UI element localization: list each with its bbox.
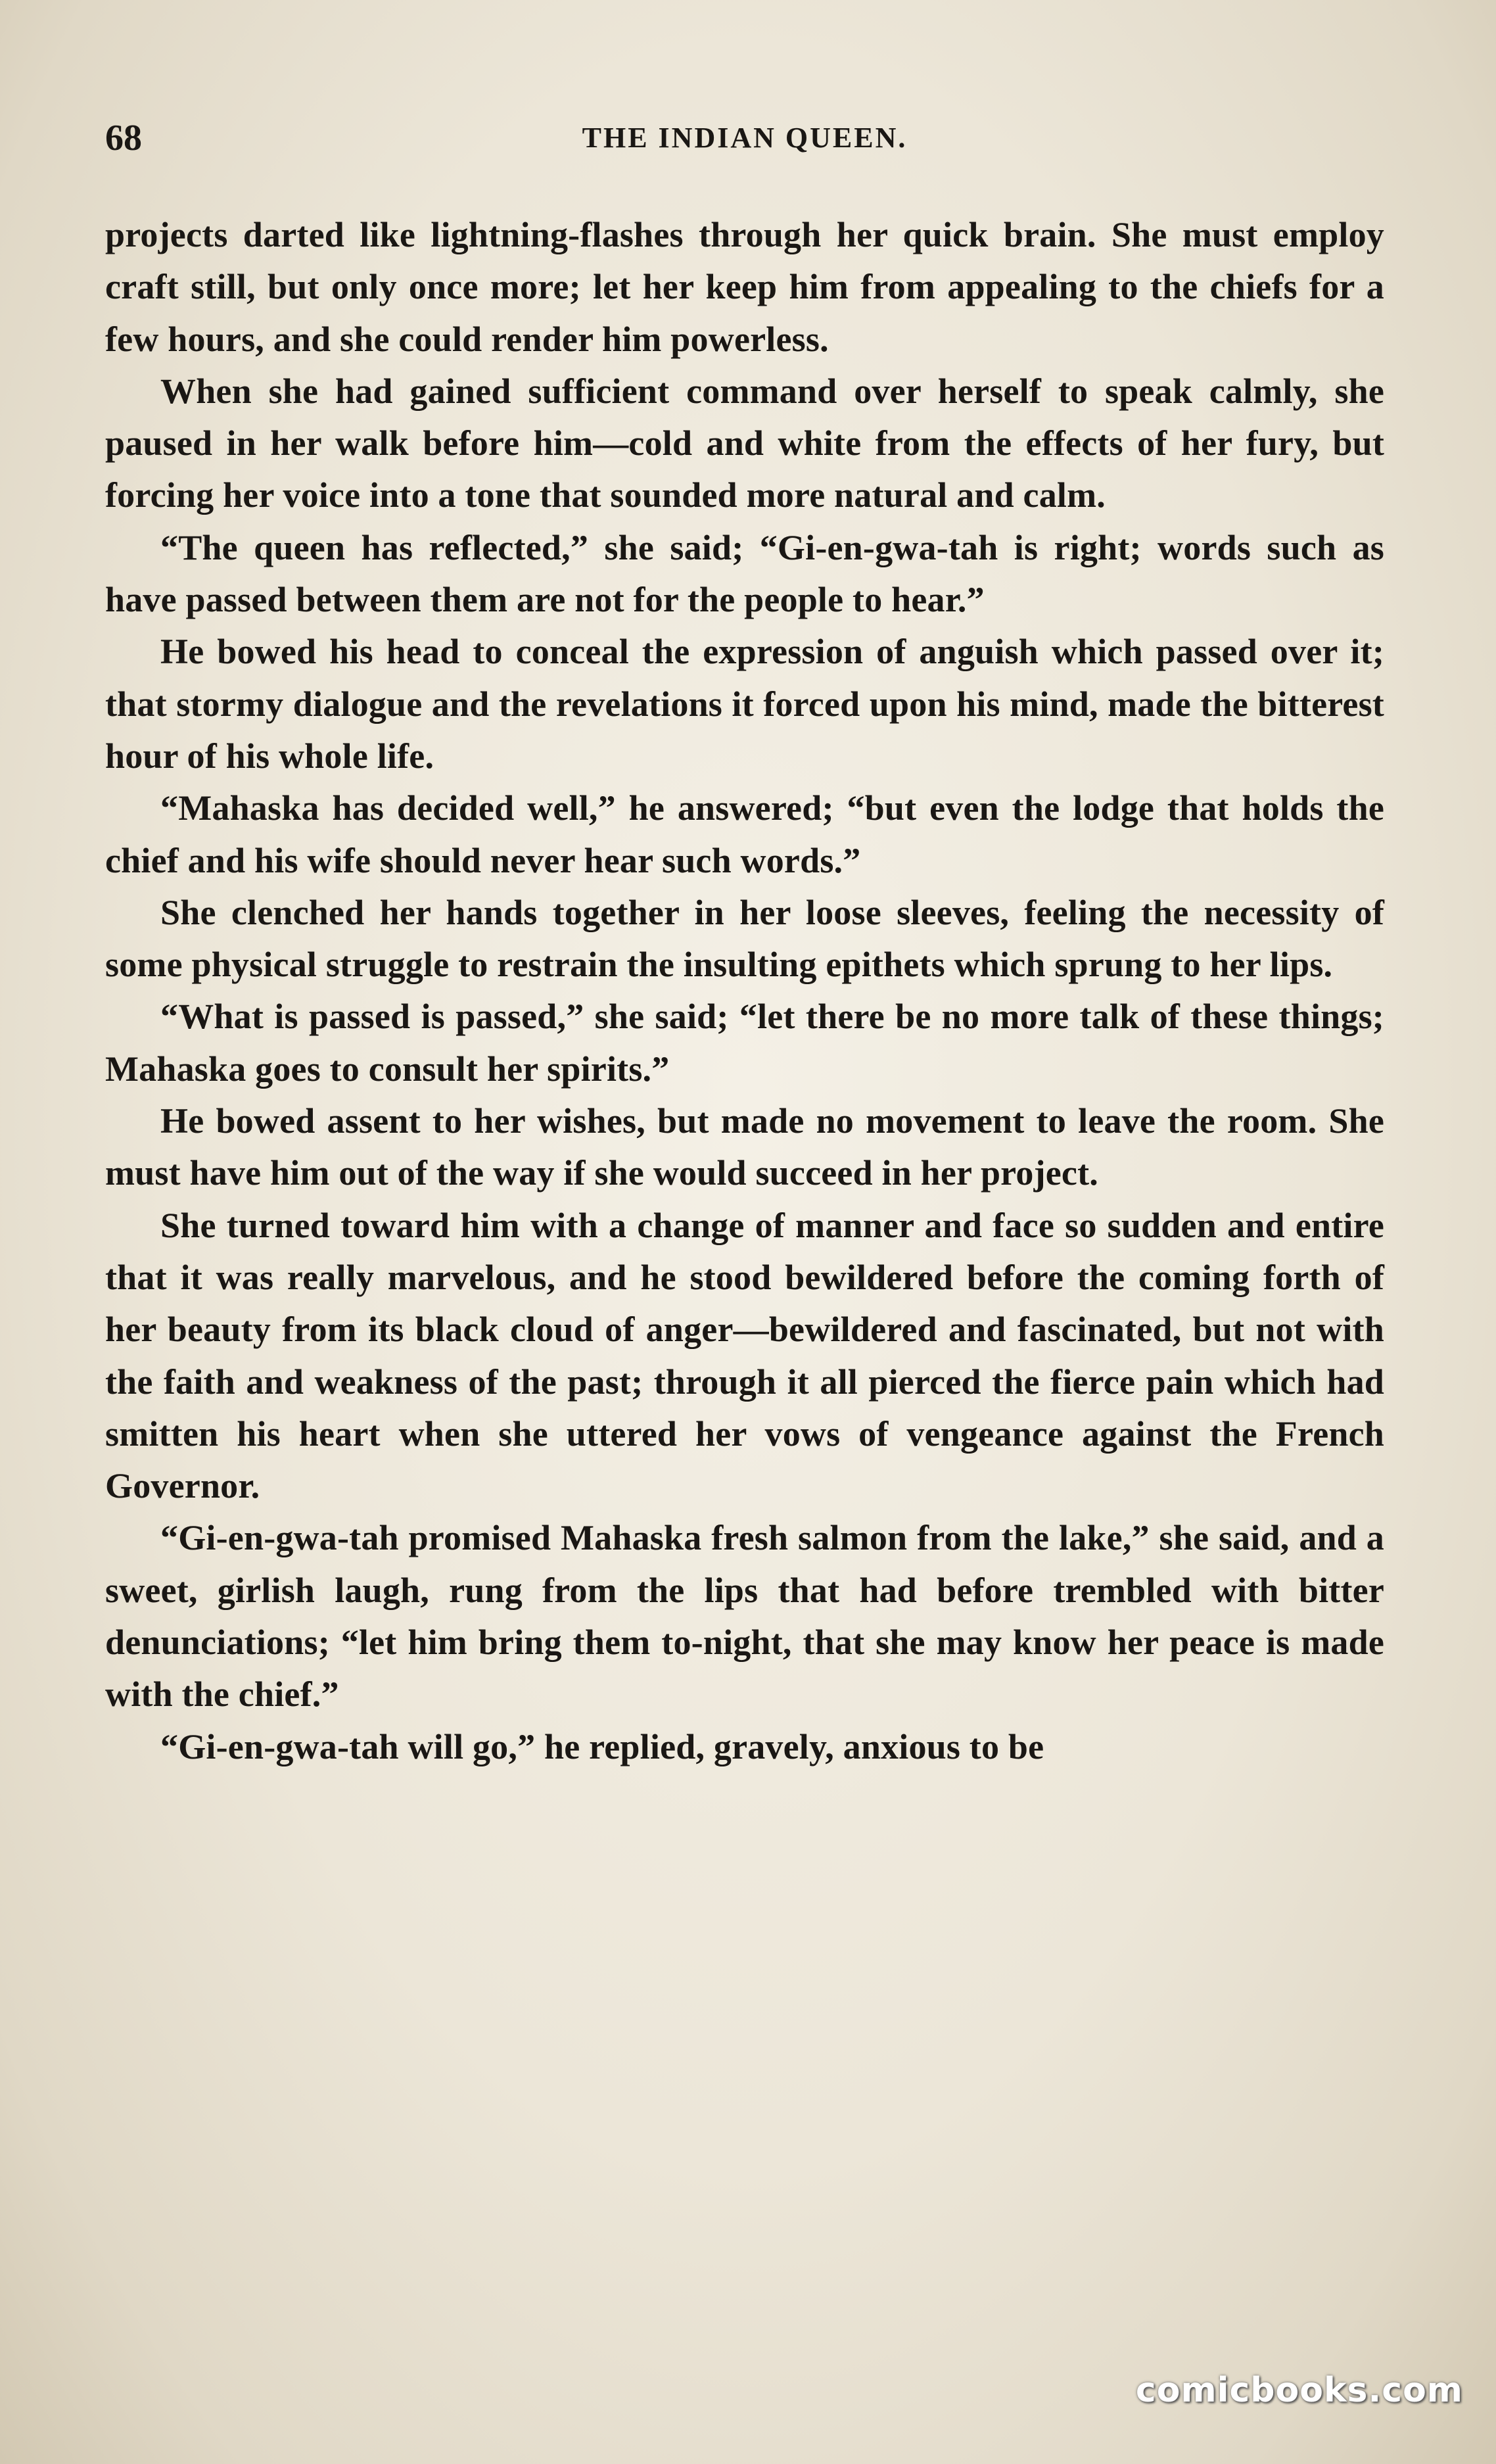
- paragraph: He bowed his head to conceal the expression of anguish which passed over it; that stormy dialogue and the revelations it forced upon his mind, made the bitterest hour of his whole life.: [105, 632, 1384, 776]
- body-text: [105, 209, 1384, 1773]
- paragraph: When she had gained sufficient command over herself to speak calmly, she paused in her walk before him—cold and white from the effects of her fury, but forcing her voice into a tone that sounded more natural and calm.: [105, 371, 1384, 515]
- paragraph: projects darted like lightning-flashes through her quick brain. She must employ craft still, but only once more; let her keep him from appealing to the chiefs for a few hours, and she could render him powerless.: [105, 215, 1384, 359]
- paragraph: “Mahaska has decided well,” he answered; “but even the lodge that holds the chief and his wife should never hear such words.”: [105, 788, 1384, 880]
- running-head: [105, 117, 1384, 163]
- paragraph: She clenched her hands together in her loose sleeves, feeling the necessity of some physical struggle to restrain the insulting epithets which sprung to her lips.: [105, 892, 1384, 985]
- running-title: THE INDIAN QUEEN.: [582, 122, 908, 154]
- paragraph: He bowed assent to her wishes, but made no movement to leave the room. She must have him out of the way if she would succeed in her project.: [105, 1101, 1384, 1193]
- watermark: comicbooks.com: [1135, 2371, 1463, 2410]
- paragraph: “What is passed is passed,” she said; “let there be no more talk of these things; Mahaska goes to consult her spirits.”: [105, 997, 1384, 1089]
- paragraph: She turned toward him with a change of manner and face so sudden and entire that it was really marvelous, and he stood bewildered before the coming forth of her beauty from its black cloud of anger—bewildered and fascinated, but not with the faith and weakness of the past; through it all pierced the fierce pain which had smitten his heart when she uttered her vows of vengeance against the French Governor.: [105, 1205, 1384, 1506]
- page-number: 68: [105, 118, 142, 158]
- paragraph: “The queen has reflected,” she said; “Gi-en-gwa-tah is right; words such as have passed between them are not for the people to hear.”: [105, 527, 1384, 620]
- paragraph: “Gi-en-gwa-tah will go,” he replied, gravely, anxious to be: [160, 1726, 1044, 1766]
- paragraph: “Gi-en-gwa-tah promised Mahaska fresh salmon from the lake,” she said, and a sweet, girlish laugh, rung from the lips that had before trembled with bitter denunciations; “let him bring them to-night, that she may know her peace is made with the chief.”: [105, 1518, 1384, 1715]
